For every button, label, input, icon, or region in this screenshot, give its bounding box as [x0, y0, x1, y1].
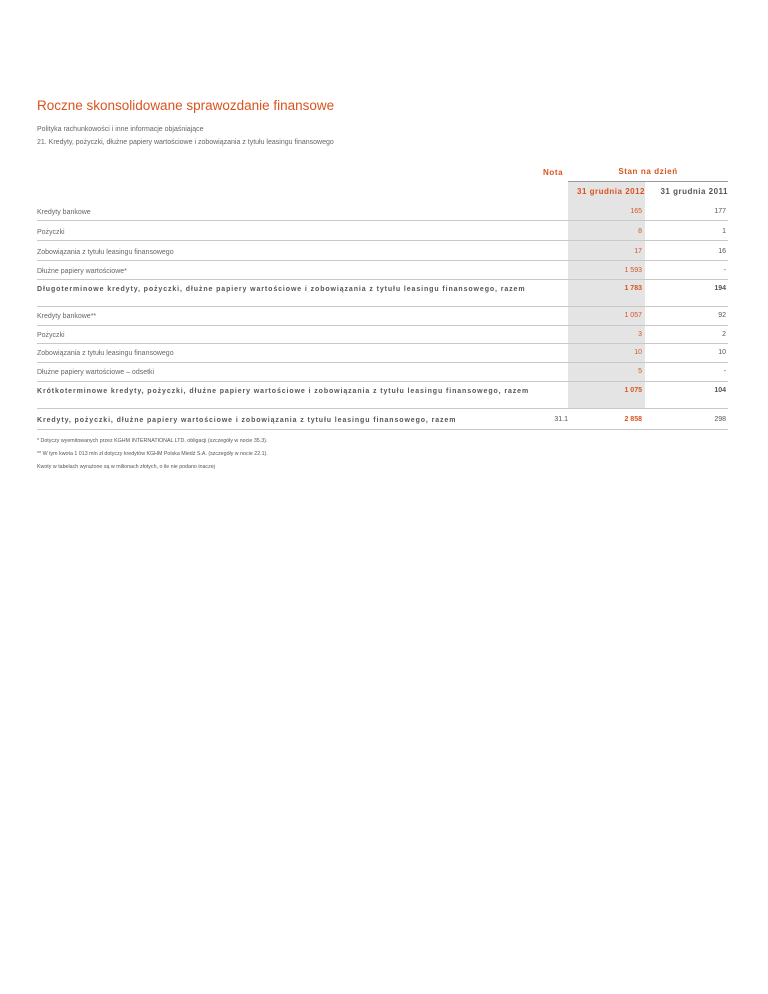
header-divider [568, 181, 728, 182]
value-2011: 92 [718, 312, 726, 319]
table-row [37, 201, 728, 221]
value-2012: 1 593 [624, 267, 642, 274]
value-2011: 177 [714, 208, 726, 215]
value-2012: 10 [634, 349, 642, 356]
section-subtitle: Polityka rachunkowości i inne informacje objaśniające [37, 126, 204, 133]
value-2011: 298 [714, 416, 726, 423]
value-2012: 3 [638, 331, 642, 338]
table-row-subtotal [37, 382, 728, 409]
note-title: 21. Kredyty, pożyczki, dłużne papiery wartościowe i zobowiązania z tytułu leasingu finansowego [37, 139, 334, 146]
value-2011: 10 [718, 349, 726, 356]
footnote-1: * Dotyczy wyemitowanych przez KGHM INTERNATIONAL LTD. obligacji (szczegóły w nocie 35.3). [37, 438, 268, 444]
value-2012: 17 [634, 248, 642, 255]
stan-header: Stan na dzień [618, 167, 678, 176]
row-label: Kredyty, pożyczki, dłużne papiery wartościowe i zobowiązania z tytułu leasingu finansowego, razem [37, 417, 457, 424]
page-title: Roczne skonsolidowane sprawozdanie finansowe [37, 98, 335, 113]
row-label: Kredyty bankowe** [37, 313, 97, 320]
row-label: Zobowiązania z tytułu leasingu finansowego [37, 249, 174, 256]
table-row [37, 363, 728, 382]
value-2012: 5 [638, 368, 642, 375]
value-2011: 104 [714, 387, 726, 394]
row-label: Długoterminowe kredyty, pożyczki, dłużne papiery wartościowe i zobowiązania z tytułu leasingu finansowego, razem [37, 286, 526, 293]
nota-header: Nota [543, 168, 564, 177]
value-2012: 1 783 [624, 285, 642, 292]
value-2011: 16 [718, 248, 726, 255]
row-nota: 31.1 [554, 416, 568, 423]
value-2012: 1 057 [624, 312, 642, 319]
value-2012: 2 858 [624, 416, 642, 423]
table-row-subtotal [37, 280, 728, 307]
column-header-2012: 31 grudnia 2012 [577, 187, 645, 196]
column-header-2011: 31 grudnia 2011 [660, 187, 728, 196]
table-row-total [37, 409, 728, 430]
row-label: Pożyczki [37, 229, 65, 236]
value-2012: 1 075 [624, 387, 642, 394]
table-row [37, 326, 728, 344]
value-2011: 2 [722, 331, 726, 338]
footnote-2: ** W tym kwota 1 013 mln zł dotyczy kredytów KGHM Polska Miedź S.A. (szczegóły w nocie 22.1). [37, 451, 268, 457]
table-row [37, 344, 728, 363]
row-label: Kredyty bankowe [37, 209, 91, 216]
value-2011: 194 [714, 285, 726, 292]
value-2011: 1 [722, 228, 726, 235]
table-row [37, 221, 728, 241]
row-divider [37, 429, 728, 430]
table-row [37, 261, 728, 280]
footnote-3: Kwoty w tabelach wyrażone są w milionach złotych, o ile nie podano inaczej [37, 464, 215, 470]
table-row [37, 241, 728, 261]
value-2012: 165 [630, 208, 642, 215]
value-2011: - [723, 267, 726, 274]
row-label: Dłużne papiery wartościowe – odsetki [37, 369, 155, 376]
table-row [37, 307, 728, 326]
row-label: Dłużne papiery wartościowe* [37, 268, 127, 275]
row-label: Krótkoterminowe kredyty, pożyczki, dłużne papiery wartościowe i zobowiązania z tytułu leasingu finansowego, razem [37, 388, 530, 395]
row-label: Pożyczki [37, 332, 65, 339]
value-2011: - [723, 368, 726, 375]
row-label: Zobowiązania z tytułu leasingu finansowego [37, 350, 174, 357]
value-2012: 8 [638, 228, 642, 235]
